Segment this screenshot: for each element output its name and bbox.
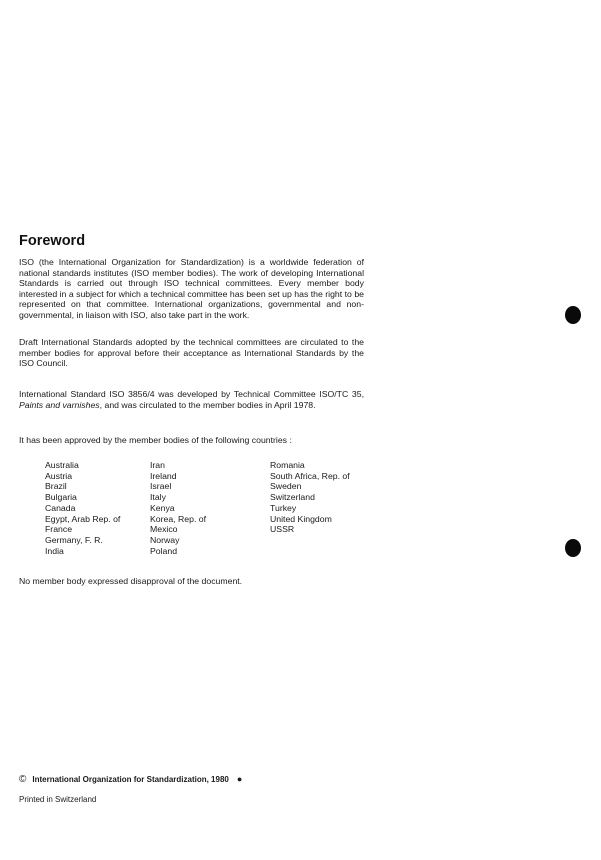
country-column-3 [270, 460, 350, 535]
country-item: Sweden [270, 481, 302, 492]
country-item: Ireland [150, 470, 177, 481]
country-column-2 [150, 460, 206, 556]
country-item: Canada [45, 502, 76, 513]
country-item: Australia [45, 460, 79, 470]
country-item: Bulgaria [45, 492, 77, 503]
country-item: Germany, F. R. [45, 534, 103, 545]
paragraph-standard-development [19, 389, 364, 410]
copyright-notice [19, 774, 242, 785]
country-item: Romania [270, 460, 305, 470]
punch-hole-icon [565, 539, 581, 557]
paragraph3-before: International Standard ISO 3856/4 was developed by Technical Committee ISO/TC 35, [19, 389, 364, 399]
country-item: Brazil [45, 481, 67, 492]
paragraph-draft-standards: Draft International Standards adopted by the technical committees are circulated to the member bodies for approval before their acceptance as International Standards by the ISO Council. [19, 337, 364, 369]
country-item: Italy [150, 492, 166, 503]
country-item: Austria [45, 470, 73, 481]
paragraph-approval: It has been approved by the member bodies of the following countries : [19, 435, 292, 445]
country-item: Israel [150, 481, 172, 492]
country-item: Turkey [270, 502, 297, 513]
paragraph-iso-intro: ISO (the International Organization for Standardization) is a worldwide federation of national standards institutes (ISO member bodies). The work of developing International Standards is carried out through ISO technical committees. Every member body interested in a subject for which a technical committee has been set up has the right to be represented on that committee. International organizations, governmental and non-governmental, in liaison with ISO, also take part in the work. [19, 257, 364, 320]
country-item: Korea, Rep. of [150, 513, 207, 524]
bullet-dot-icon: ● [236, 774, 243, 784]
copyright-text: International Organization for Standardization, 1980 [32, 775, 229, 784]
country-item: Switzerland [270, 492, 315, 503]
country-item: India [45, 545, 64, 556]
country-item: USSR [270, 524, 295, 535]
country-item: Norway [150, 534, 180, 545]
country-item: United Kingdom [270, 513, 332, 524]
paragraph-no-disapproval: No member body expressed disapproval of the document. [19, 576, 243, 586]
punch-hole-icon [565, 306, 581, 324]
country-item: France [45, 524, 73, 535]
country-column-1 [45, 460, 120, 556]
country-item: Mexico [150, 524, 178, 535]
country-item: Kenya [150, 502, 175, 513]
country-item: South Africa, Rep. of [270, 470, 350, 481]
paragraph3-after: , and was circulated to the member bodies in April 1978. [99, 399, 316, 410]
printed-in: Printed in Switzerland [19, 795, 97, 804]
country-item: Egypt, Arab Rep. of [45, 513, 121, 524]
country-item: Poland [150, 545, 178, 556]
page-title: Foreword [19, 233, 86, 249]
country-item: Iran [150, 460, 165, 470]
copyright-symbol: © [19, 774, 27, 785]
committee-subject: Paints and varnishes [19, 399, 100, 410]
